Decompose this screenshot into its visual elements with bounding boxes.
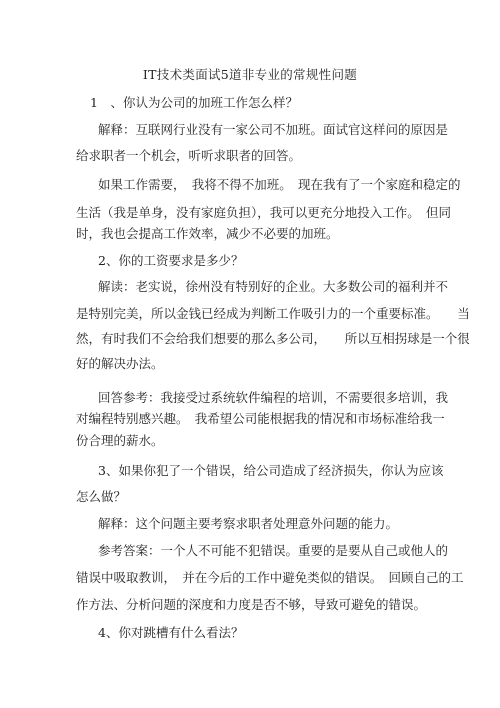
paragraph-line: 怎么做？ <box>76 489 127 504</box>
paragraph-line: 是特别完美，所以金钱已经成为判断工作吸引力的一个重要标准。 当 <box>76 306 470 321</box>
paragraph-line: 给求职者一个机会，听听求职者的回答。 <box>76 148 302 163</box>
paragraph-line: 然，有时我们不会给我们想要的那么多公司， 所以互相拐球是一个很 <box>76 331 470 346</box>
paragraph-line: 作方法、分析问题的深度和力度是否不够，导致可避免的错误。 <box>76 597 427 612</box>
paragraph-line: 好的解决办法。 <box>76 356 164 371</box>
question-4: 4、你对跳槽有什么看法？ <box>98 625 244 640</box>
paragraph-line: 解读：老实说，徐州没有特别好的企业。大多数公司的福利并不 <box>98 279 449 294</box>
paragraph-line: 错误中吸取教训， 并在今后的工作中避免类似的错误。 回顾自己的工 <box>76 570 464 585</box>
paragraph-line: 解释：互联网行业没有一家公司不加班。面试官这样问的原因是 <box>98 122 449 137</box>
paragraph-line: 生活（我是单身，没有家庭负担），我可以更充分地投入工作。 但同 <box>76 205 452 220</box>
paragraph-line: 如果工作需要， 我将不得不加班。 现在我有了一个家庭和稳定的 <box>98 177 461 192</box>
paragraph-line: 对编程特别感兴趣。 我希望公司能根据我的情况和市场标准给我一 <box>76 411 445 426</box>
paragraph-line: 参考答案：一个人不可能不犯错误。重要的是要从自己或他人的 <box>98 543 449 558</box>
document-title: IT技术类面试5道非专业的常规性问题 <box>142 67 358 82</box>
paragraph-line: 份合理的薪水。 <box>76 433 164 448</box>
question-1: 1 、你认为公司的加班工作怎么样？ <box>90 95 298 110</box>
paragraph-line: 回答参考：我接受过系统软件编程的培训，不需要很多培训，我 <box>98 390 449 405</box>
paragraph-line: 时，我也会提高工作效率，减少不必要的加班。 <box>76 226 339 241</box>
paragraph-line: 解释：这个问题主要考察求职者处理意外问题的能力。 <box>98 516 399 531</box>
question-2: 2、你的工资要求是多少？ <box>98 253 244 268</box>
question-3: 3、如果你犯了一个错误，给公司造成了经济损失，你认为应该 <box>98 463 444 478</box>
